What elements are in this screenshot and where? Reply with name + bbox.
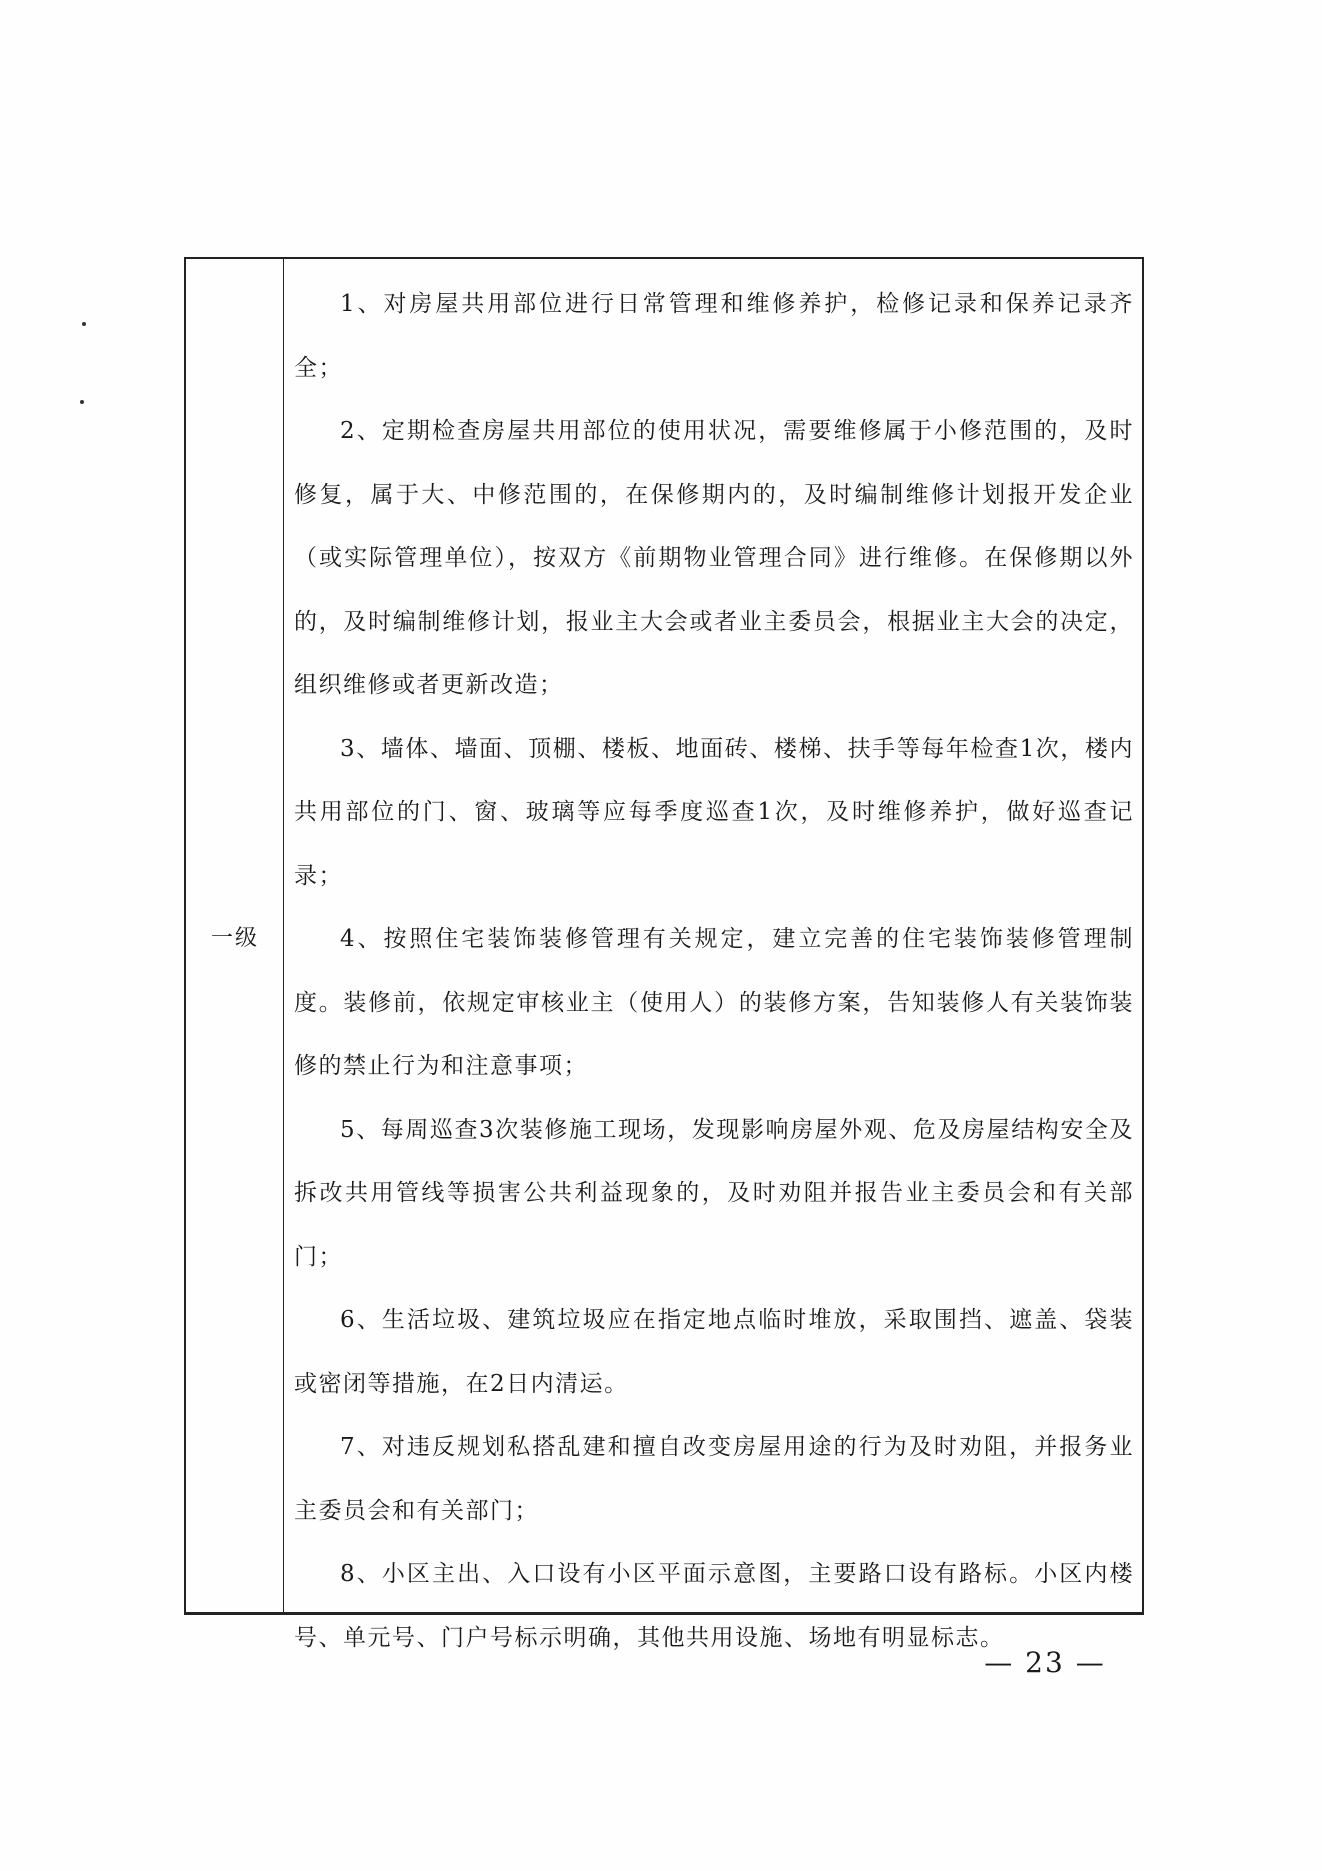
page-number: — 23 — [984, 1646, 1106, 1679]
requirement-item: 2、定期检查房屋共用部位的使用状况，需要维修属于小修范围的，及时修复，属于大、中修范围的，在保修期内的，及时编制维修计划报开发企业（或实际管理单位），按双方《前期物业管理合同》进行维修。在保修期以外的，及时编制维修计划，报业主大会或者业主委员会，根据业主大会的决定，组织维修或者更新改造； [294, 418, 1134, 698]
requirement-item: 4、按照住宅装饰装修管理有关规定，建立完善的住宅装饰装修管理制度。装修前，依规定审核业主（使用人）的装修方案，告知装修人有关装饰装修的禁止行为和注意事项； [294, 926, 1134, 1079]
scan-speck [80, 400, 84, 404]
standards-table [184, 257, 1144, 1651]
requirements-content [294, 273, 1134, 1670]
scan-speck [82, 322, 86, 326]
level-column [186, 259, 284, 1612]
requirement-item: 7、对违反规划私搭乱建和擅自改变房屋用途的行为及时劝阻，并报务业主委员会和有关部门； [294, 1434, 1134, 1524]
requirement-item: 6、生活垃圾、建筑垃圾应在指定地点临时堆放，采取围挡、遮盖、袋装或密闭等措施，在2日内清运。 [294, 1307, 1134, 1397]
requirement-item: 1、对房屋共用部位进行日常管理和维修养护，检修记录和保养记录齐全； [294, 291, 1134, 381]
requirement-item: 5、每周巡查3次装修施工现场，发现影响房屋外观、危及房屋结构安全及拆改共用管线等损害公共利益现象的，及时劝阻并报告业主委员会和有关部门； [294, 1116, 1134, 1270]
requirement-item: 3、墙体、墙面、顶棚、楼板、地面砖、楼梯、扶手等每年检查1次，楼内共用部位的门、窗、玻璃等应每季度巡查1次，及时维修养护，做好巡查记录； [294, 735, 1134, 889]
level-label: 一级 [210, 926, 259, 951]
requirement-item: 8、小区主出、入口设有小区平面示意图，主要路口设有路标。小区内楼号、单元号、门户号标示明确，其他共用设施、场地有明显标志。 [294, 1561, 1134, 1651]
